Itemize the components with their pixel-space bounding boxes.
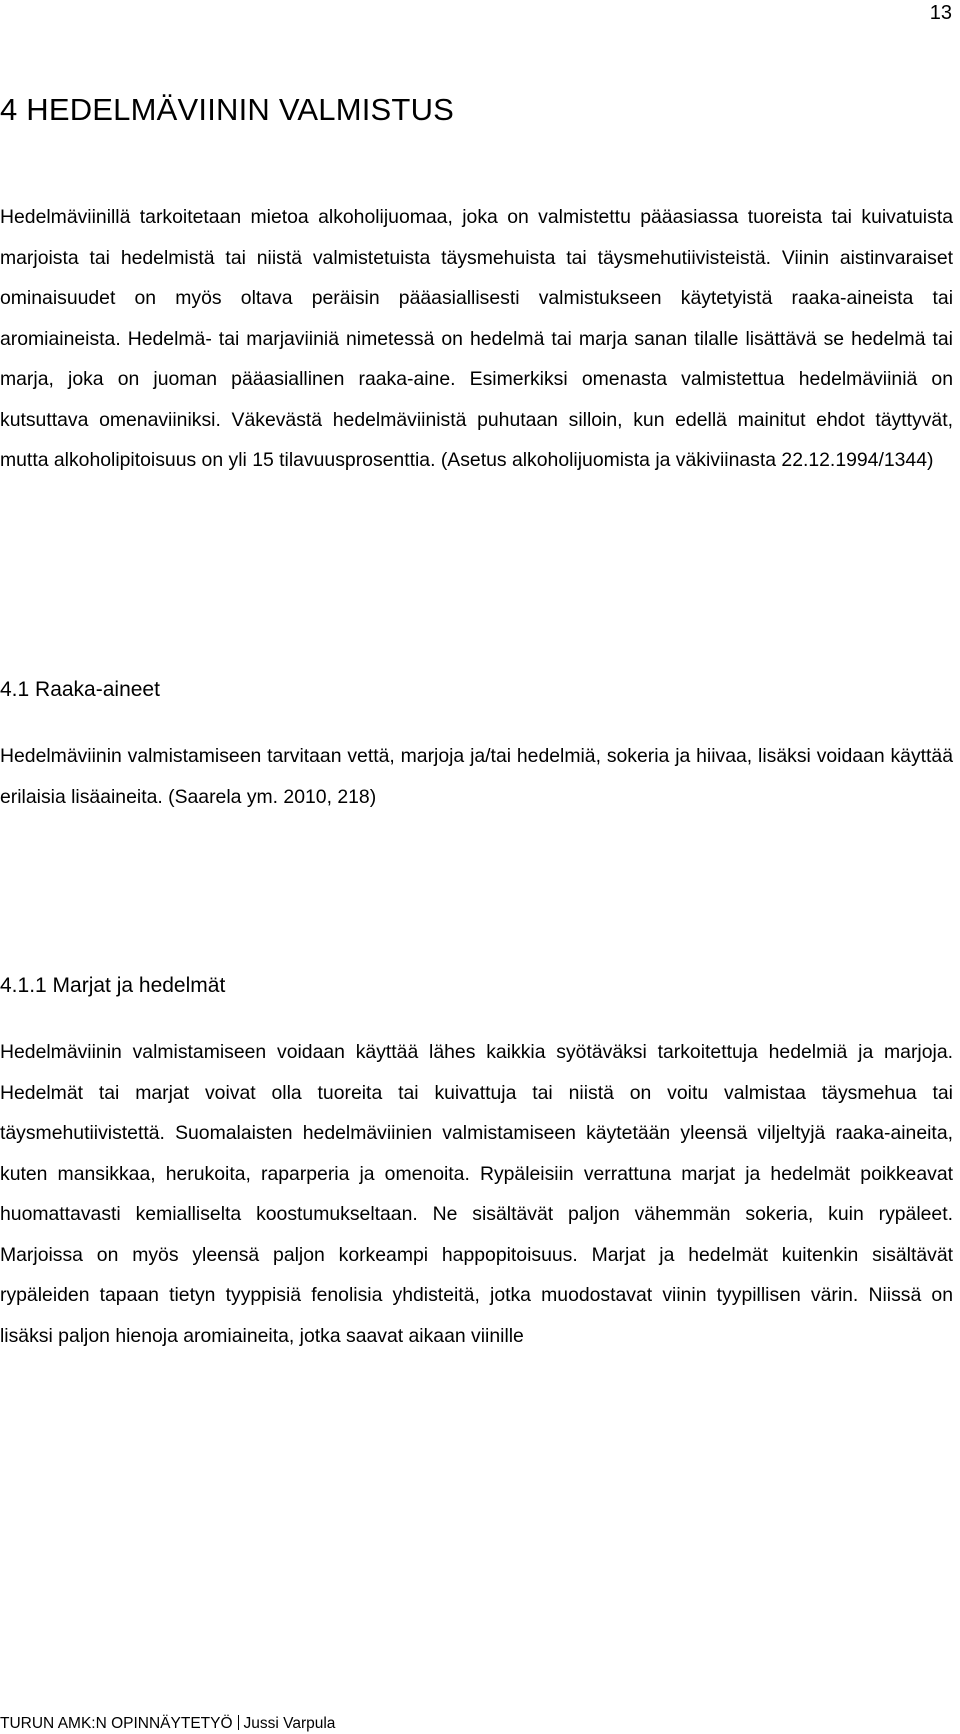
section-title-raw-materials: 4.1 Raaka-aineet bbox=[0, 678, 160, 701]
footer-institution: TURUN AMK:N OPINNÄYTETYÖ bbox=[0, 1715, 233, 1732]
section-title-berries-fruits: 4.1.1 Marjat ja hedelmät bbox=[0, 974, 226, 997]
footer-separator bbox=[238, 1715, 239, 1730]
page-number: 13 bbox=[929, 2, 952, 24]
berries-fruits-paragraph: Hedelmäviinin valmistamiseen voidaan käyttää lähes kaikkia syötäväksi tarkoitettuja hedelmiä ja marjoja. Hedelmät tai marjat voivat olla tuoreita tai kuivattuja tai niistä on voitu valmistaa täysmehua tai täysmehutiivistettä. Suomalaisten hedelmäviinien valmistamiseen käytetään yleensä viljeltyjä raaka-aineita, kuten mansikkaa, herukoita, raparperia ja omenoita. Rypäleisiin verrattuna marjat ja hedelmät poikkeavat huomattavasti kemialliselta koostumukseltaan. Ne sisältävät paljon vähemmän sokeria, kuin rypäleet. Marjoissa on myös yleensä paljon korkeampi happopitoisuus. Marjat ja hedelmät kuitenkin sisältävät rypäleiden tapaan tietyn tyyppisiä fenolisia yhdisteitä, jotka muodostavat viinin tyypillisen värin. Niissä on lisäksi paljon hienoja aromiaineita, jotka saavat aikaan viinille bbox=[0, 1041, 953, 1347]
raw-materials-paragraph: Hedelmäviinin valmistamiseen tarvitaan vettä, marjoja ja/tai hedelmiä, sokeria ja hiivaa, lisäksi voidaan käyttää erilaisia lisäaineita. (Saarela ym. 2010, 218) bbox=[0, 745, 953, 808]
page-footer bbox=[0, 1714, 335, 1734]
chapter-title: 4 HEDELMÄVIININ VALMISTUS bbox=[0, 92, 455, 127]
chapter-intro-paragraph: Hedelmäviinillä tarkoitetaan mietoa alkoholijuomaa, joka on valmistettu pääasiassa tuoreista tai kuivatuista marjoista tai hedelmistä tai niistä valmistetuista täysmehuista tai täysmehutiivisteistä. Viinin aistinvaraiset ominaisuudet on myös oltava peräisin pääasiallisesti valmistukseen käytetyistä raaka-aineista tai aromiaineista. Hedelmä- tai marjaviiniä nimetessä on hedelmä tai marja sanan tilalle lisättävä se hedelmä tai marja, joka on juoman pääasiallinen raaka-aine. Esimerkiksi omenasta valmistettua hedelmäviiniä on kutsuttava omenaviiniksi. Väkevästä hedelmäviinistä puhutaan silloin, kun edellä mainitut ehdot täyttyvät, mutta alkoholipitoisuus on yli 15 tilavuusprosenttia. (Asetus alkoholijuomista ja väkiviinasta 22.12.1994/1344) bbox=[0, 206, 953, 471]
footer-author: Jussi Varpula bbox=[243, 1715, 336, 1732]
